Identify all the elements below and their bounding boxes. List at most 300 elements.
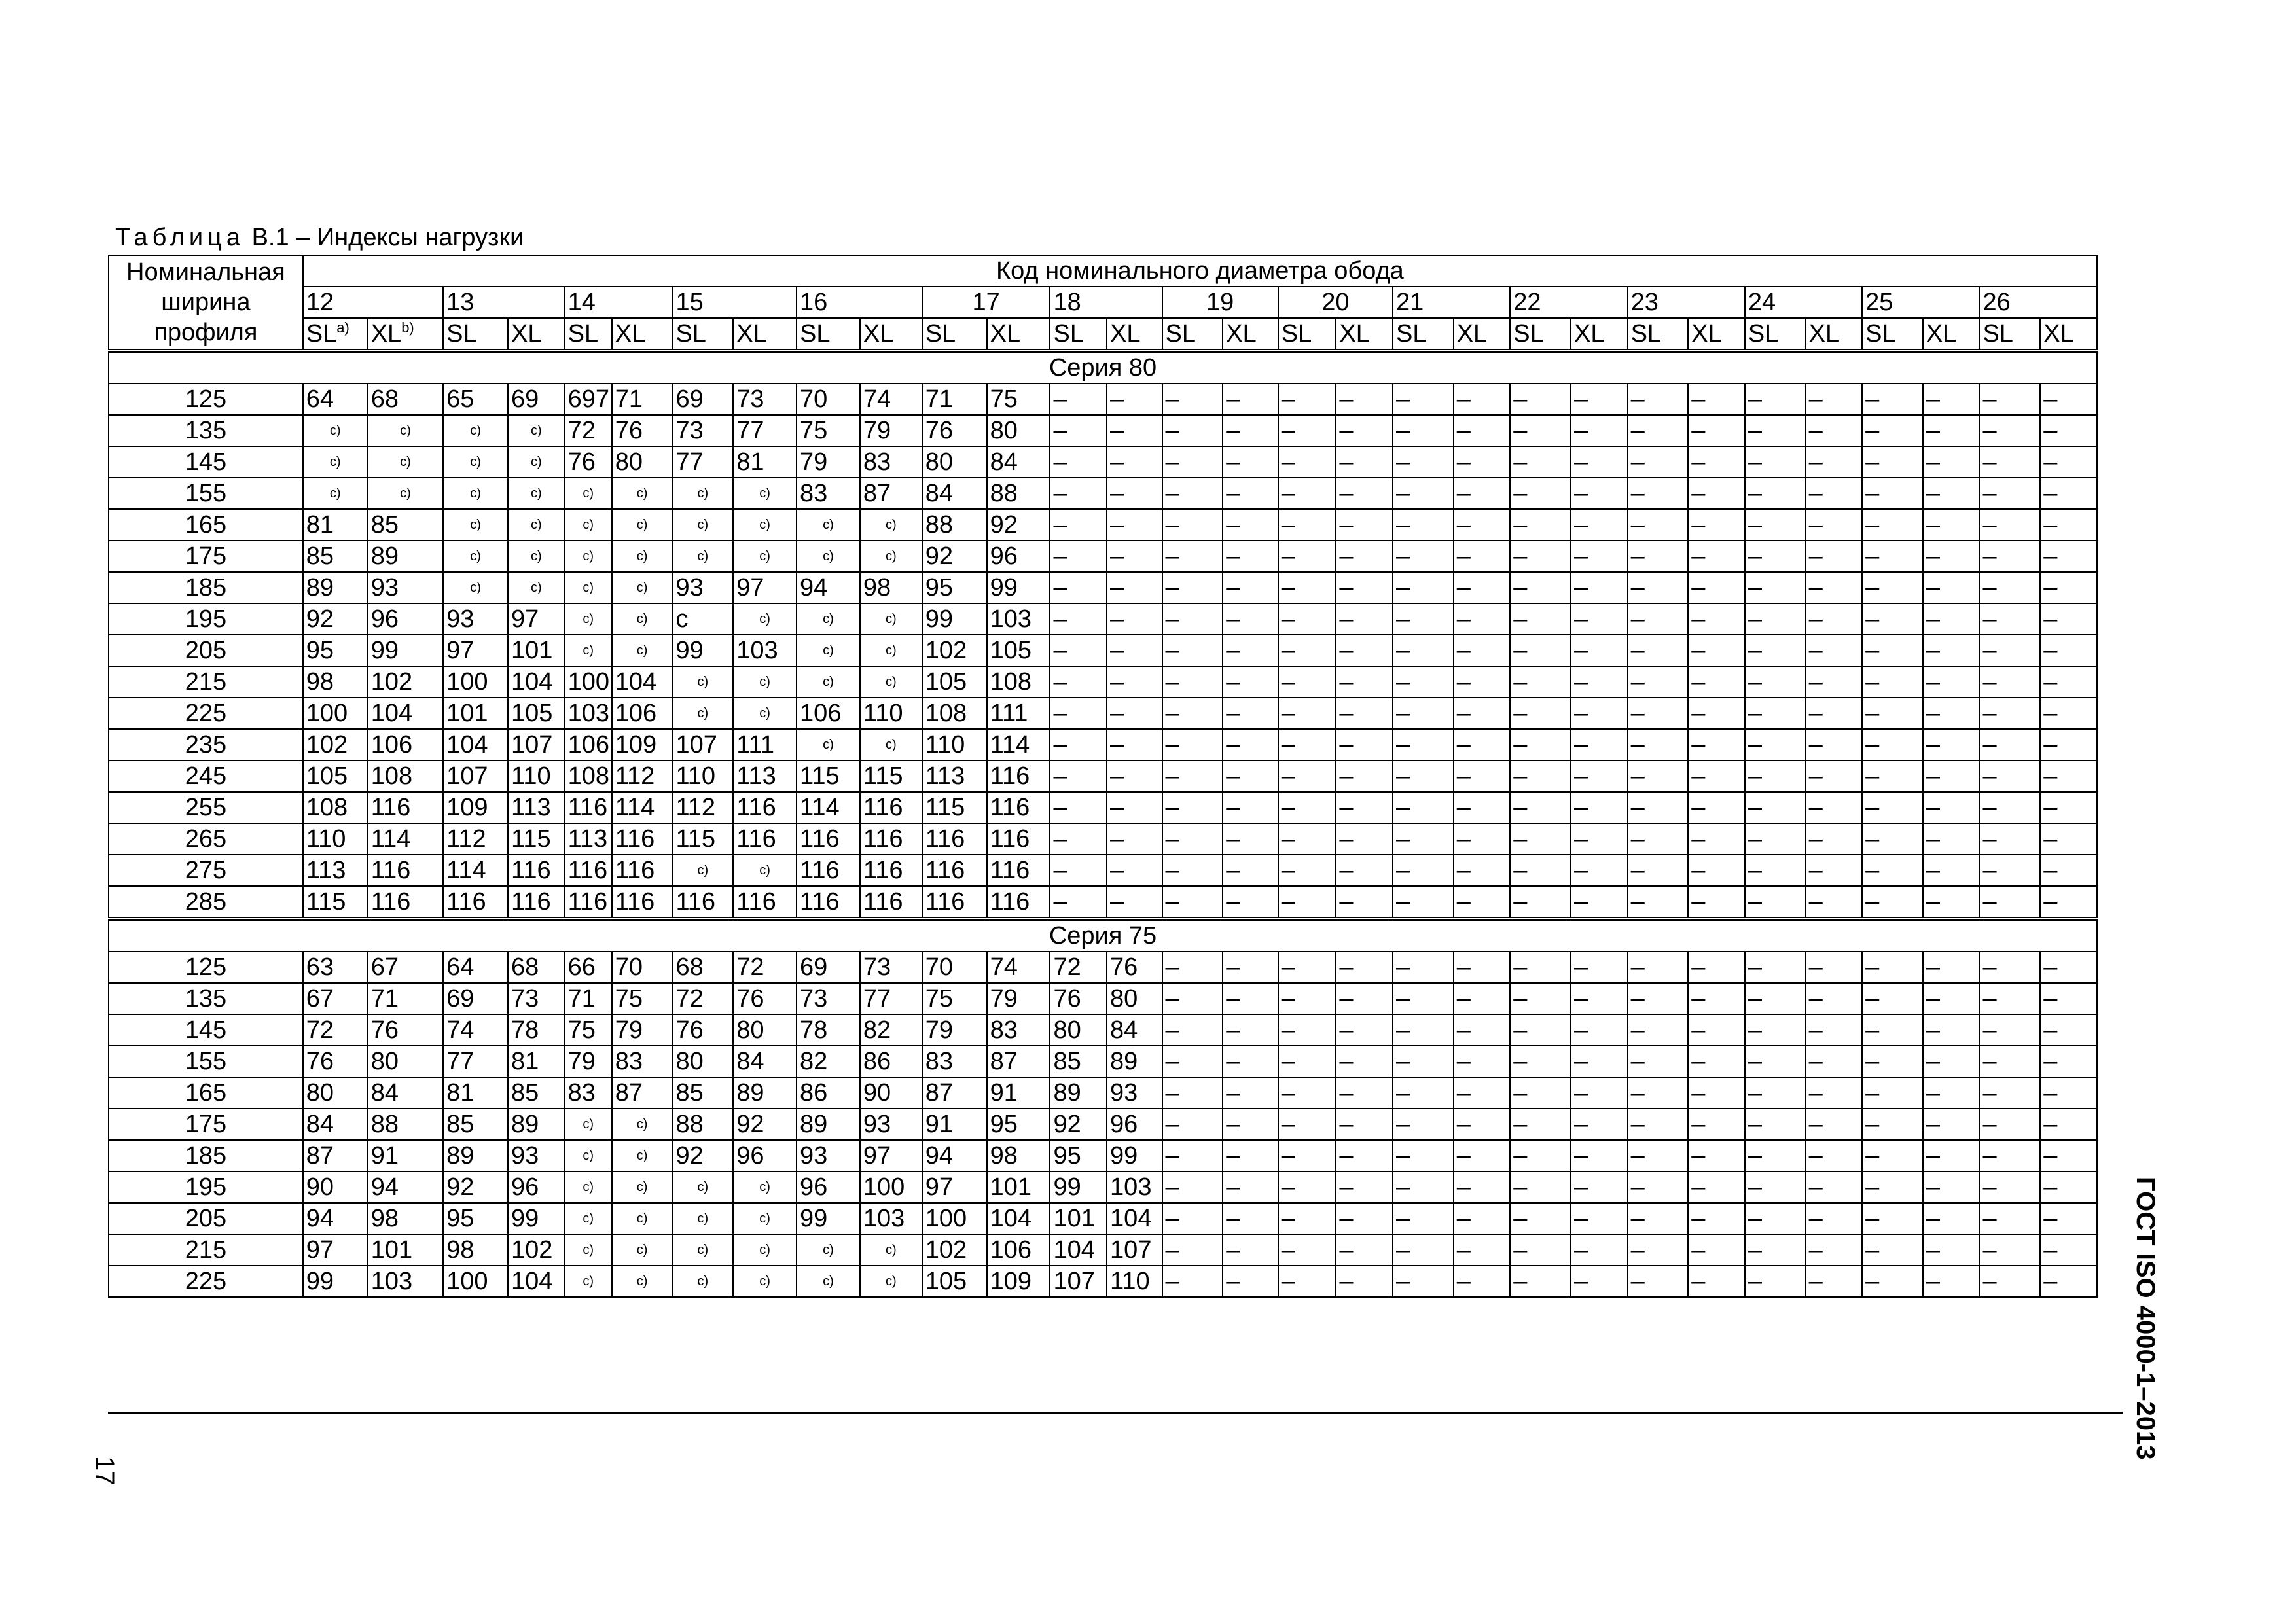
dash-cell: –	[1923, 1266, 1980, 1297]
dash-cell: –	[2040, 760, 2097, 792]
dash-cell: –	[1979, 572, 2040, 603]
width-column-header: Номинальная ширина профиля	[109, 255, 303, 351]
sl-label: SL	[1748, 320, 1779, 348]
value-cell: 99	[797, 1203, 860, 1234]
dash-cell: –	[1278, 1266, 1336, 1297]
value-cell: 106	[797, 698, 860, 729]
dash-cell: –	[1454, 886, 1511, 919]
dash-cell: –	[1050, 855, 1107, 886]
footnote-cell: c)	[860, 729, 922, 760]
value-cell: 78	[797, 1014, 860, 1046]
dash-cell: –	[1393, 1171, 1454, 1203]
dash-cell: –	[1862, 886, 1923, 919]
dash-cell: –	[1571, 1203, 1628, 1234]
footnote-cell: c)	[860, 541, 922, 572]
width-cell: 195	[109, 603, 303, 635]
dash-cell: –	[1278, 698, 1336, 729]
value-cell: 116	[508, 886, 565, 919]
dash-cell: –	[1862, 952, 1923, 983]
dash-cell: –	[1510, 952, 1571, 983]
value-cell: 89	[1050, 1077, 1107, 1109]
footnote-cell: c)	[508, 478, 565, 509]
footnote-cell: c)	[443, 509, 508, 541]
dash-cell: –	[1162, 983, 1223, 1014]
dash-cell: –	[1628, 792, 1689, 823]
dash-cell: –	[1454, 1014, 1511, 1046]
value-cell: 72	[565, 415, 612, 446]
width-cell: 235	[109, 729, 303, 760]
dash-cell: –	[1050, 823, 1107, 855]
dash-cell: –	[2040, 1109, 2097, 1140]
footnote-cell: c)	[368, 478, 443, 509]
dash-cell: –	[1688, 1046, 1745, 1077]
caption-label: Таблица	[115, 224, 245, 251]
value-cell: 85	[508, 1077, 565, 1109]
dash-cell: –	[1107, 383, 1162, 415]
dash-cell: –	[1745, 415, 1806, 446]
value-cell: 71	[565, 983, 612, 1014]
value-cell: 97	[508, 603, 565, 635]
footnote-cell: c)	[565, 572, 612, 603]
dash-cell: –	[1806, 603, 1863, 635]
value-cell: 116	[922, 823, 987, 855]
sl-label: SL	[1395, 320, 1427, 348]
value-cell: 64	[303, 383, 368, 415]
value-cell: 102	[922, 1234, 987, 1266]
footnote-cell: c)	[797, 603, 860, 635]
dash-cell: –	[1806, 855, 1863, 886]
footnote-cell: c)	[797, 1234, 860, 1266]
dash-cell: –	[1806, 729, 1863, 760]
value-cell: 97	[922, 1171, 987, 1203]
dash-cell: –	[1628, 1109, 1689, 1140]
dash-cell: –	[1223, 1077, 1278, 1109]
footnote-cell: c)	[303, 446, 368, 478]
dash-cell: –	[1336, 603, 1393, 635]
value-cell: 116	[987, 760, 1050, 792]
value-cell: 74	[443, 1014, 508, 1046]
sl-label: SL	[800, 320, 831, 348]
dash-cell: –	[2040, 415, 2097, 446]
dash-cell: –	[1162, 729, 1223, 760]
dash-cell: –	[1862, 1140, 1923, 1171]
dash-cell: –	[1454, 635, 1511, 666]
dash-cell: –	[1806, 1014, 1863, 1046]
dash-cell: –	[1336, 1266, 1393, 1297]
table-row	[109, 415, 2097, 446]
footnote-cell: c)	[303, 415, 368, 446]
dash-cell: –	[1278, 1109, 1336, 1140]
value-cell: 104	[612, 666, 673, 698]
width-cell: 215	[109, 666, 303, 698]
dash-cell: –	[1278, 603, 1336, 635]
dash-cell: –	[1393, 1014, 1454, 1046]
dash-cell: –	[2040, 1077, 2097, 1109]
dash-cell: –	[1278, 1046, 1336, 1077]
width-cell: 165	[109, 1077, 303, 1109]
table-row	[109, 383, 2097, 415]
value-cell: 102	[368, 666, 443, 698]
footnote-cell: c)	[612, 603, 673, 635]
value-cell: 95	[1050, 1140, 1107, 1171]
dash-cell: –	[1278, 983, 1336, 1014]
value-cell: 109	[443, 792, 508, 823]
value-cell: 115	[508, 823, 565, 855]
value-cell: 80	[672, 1046, 733, 1077]
dash-cell: –	[1628, 1171, 1689, 1203]
dash-cell: –	[1571, 666, 1628, 698]
xl-label: XL	[1574, 320, 1605, 348]
dash-cell: –	[1278, 666, 1336, 698]
dash-cell: –	[1278, 635, 1336, 666]
footnote-cell: c)	[672, 1203, 733, 1234]
value-cell: 99	[987, 572, 1050, 603]
dash-cell: –	[1336, 1171, 1393, 1203]
value-cell: 82	[797, 1046, 860, 1077]
dash-cell: –	[1628, 952, 1689, 983]
value-cell: 73	[733, 383, 797, 415]
dash-cell: –	[1162, 1234, 1223, 1266]
sl-label: SL	[1165, 320, 1196, 348]
dash-cell: –	[1571, 383, 1628, 415]
dash-cell: –	[1979, 1266, 2040, 1297]
dash-cell: –	[1454, 1140, 1511, 1171]
dash-cell: –	[1107, 666, 1162, 698]
value-cell: 116	[368, 855, 443, 886]
dash-cell: –	[1223, 823, 1278, 855]
rim-code: 24	[1745, 287, 1862, 318]
dash-cell: –	[1806, 666, 1863, 698]
dash-cell: –	[1862, 1109, 1923, 1140]
dash-cell: –	[1806, 1234, 1863, 1266]
xl-header	[612, 318, 673, 351]
dash-cell: –	[2040, 572, 2097, 603]
dash-cell: –	[1979, 729, 2040, 760]
value-cell: 84	[733, 1046, 797, 1077]
table-row	[109, 792, 2097, 823]
dash-cell: –	[1862, 446, 1923, 478]
dash-cell: –	[1107, 415, 1162, 446]
dash-cell: –	[2040, 792, 2097, 823]
dash-cell: –	[1393, 1077, 1454, 1109]
table-row	[109, 823, 2097, 855]
value-cell: 83	[860, 446, 922, 478]
dash-cell: –	[1107, 823, 1162, 855]
dash-cell: –	[1979, 1171, 2040, 1203]
value-cell: 100	[565, 666, 612, 698]
dash-cell: –	[1923, 446, 1980, 478]
value-cell: 70	[612, 952, 673, 983]
table-row	[109, 1171, 2097, 1203]
value-cell: 76	[733, 983, 797, 1014]
dash-cell: –	[1162, 478, 1223, 509]
sl-label: SL	[567, 320, 599, 348]
dash-cell: –	[1393, 1109, 1454, 1140]
value-cell: 83	[797, 478, 860, 509]
dash-cell: –	[1923, 855, 1980, 886]
value-cell: 100	[303, 698, 368, 729]
dash-cell: –	[1628, 1140, 1689, 1171]
rim-code: 17	[922, 287, 1050, 318]
value-cell: 108	[987, 666, 1050, 698]
value-cell: 67	[303, 983, 368, 1014]
value-cell: 74	[987, 952, 1050, 983]
dash-cell: –	[1510, 855, 1571, 886]
dash-cell: –	[1336, 760, 1393, 792]
value-cell: 96	[368, 603, 443, 635]
width-cell: 245	[109, 760, 303, 792]
dash-cell: –	[1979, 823, 2040, 855]
dash-cell: –	[1393, 1234, 1454, 1266]
dash-cell: –	[1050, 698, 1107, 729]
footnote-cell: c)	[508, 509, 565, 541]
value-cell: 114	[612, 792, 673, 823]
value-cell: 80	[1107, 983, 1162, 1014]
xl-header	[1107, 318, 1162, 351]
footnote-cell: c)	[733, 1171, 797, 1203]
dash-cell: –	[1393, 541, 1454, 572]
value-cell: 92	[922, 541, 987, 572]
dash-cell: –	[1688, 541, 1745, 572]
value-cell: 113	[922, 760, 987, 792]
footnote-cell: c)	[508, 415, 565, 446]
value-cell: 116	[860, 886, 922, 919]
value-cell: 79	[612, 1014, 673, 1046]
dash-cell: –	[1454, 1234, 1511, 1266]
footnote-cell: c)	[565, 478, 612, 509]
footnote-cell: c)	[612, 478, 673, 509]
value-cell: 94	[797, 572, 860, 603]
dash-cell: –	[1278, 1014, 1336, 1046]
dash-cell: –	[1862, 509, 1923, 541]
dash-cell: –	[1050, 478, 1107, 509]
dash-cell: –	[1923, 509, 1980, 541]
value-cell: 116	[987, 823, 1050, 855]
value-cell: 79	[922, 1014, 987, 1046]
footnote-cell: c)	[565, 1140, 612, 1171]
dash-cell: –	[1278, 729, 1336, 760]
xl-label: XL	[2043, 320, 2074, 348]
dash-cell: –	[1278, 1140, 1336, 1171]
dash-cell: –	[1979, 1014, 2040, 1046]
dash-cell: –	[1979, 666, 2040, 698]
dash-cell: –	[1688, 1234, 1745, 1266]
value-cell: 63	[303, 952, 368, 983]
value-cell: 85	[443, 1109, 508, 1140]
dash-cell: –	[1571, 1014, 1628, 1046]
value-cell: 116	[565, 855, 612, 886]
dash-cell: –	[1393, 383, 1454, 415]
dash-cell: –	[1688, 415, 1745, 446]
table-row	[109, 1266, 2097, 1297]
value-cell: 96	[1107, 1109, 1162, 1140]
value-cell: 112	[672, 792, 733, 823]
value-cell: 116	[987, 855, 1050, 886]
value-cell: 77	[443, 1046, 508, 1077]
caption-text: В.1 – Индексы нагрузки	[251, 224, 524, 251]
table-row	[109, 666, 2097, 698]
footnote-cell: c)	[612, 1266, 673, 1297]
dash-cell: –	[1571, 603, 1628, 635]
series-title: Серия 80	[109, 351, 2097, 383]
value-cell: 83	[612, 1046, 673, 1077]
dash-cell: –	[1571, 983, 1628, 1014]
dash-cell: –	[1510, 603, 1571, 635]
footnote-cell: c)	[612, 572, 673, 603]
dash-cell: –	[1923, 666, 1980, 698]
dash-cell: –	[1510, 983, 1571, 1014]
xl-header	[1571, 318, 1628, 351]
dash-cell: –	[1979, 541, 2040, 572]
dash-cell: –	[1393, 886, 1454, 919]
dash-cell: –	[1393, 478, 1454, 509]
dash-cell: –	[1979, 383, 2040, 415]
dash-cell: –	[1745, 952, 1806, 983]
value-cell: 76	[1050, 983, 1107, 1014]
width-cell: 265	[109, 823, 303, 855]
dash-cell: –	[1162, 1046, 1223, 1077]
dash-cell: –	[2040, 1014, 2097, 1046]
dash-cell: –	[1510, 698, 1571, 729]
dash-cell: –	[1923, 1234, 1980, 1266]
dash-cell: –	[1571, 886, 1628, 919]
dash-cell: –	[1393, 698, 1454, 729]
dash-cell: –	[1107, 603, 1162, 635]
dash-cell: –	[1923, 635, 1980, 666]
footnote-cell: c)	[303, 478, 368, 509]
dash-cell: –	[1050, 603, 1107, 635]
dash-cell: –	[1923, 1077, 1980, 1109]
dash-cell: –	[1806, 383, 1863, 415]
dash-cell: –	[1979, 855, 2040, 886]
dash-cell: –	[1278, 572, 1336, 603]
value-cell: 104	[508, 1266, 565, 1297]
value-cell: 94	[922, 1140, 987, 1171]
dash-cell: –	[1510, 823, 1571, 855]
dash-cell: –	[1107, 478, 1162, 509]
sl-label: SL	[925, 320, 956, 348]
dash-cell: –	[1979, 509, 2040, 541]
dash-cell: –	[1336, 1140, 1393, 1171]
width-cell: 135	[109, 983, 303, 1014]
value-cell: 116	[987, 792, 1050, 823]
dash-cell: –	[2040, 1266, 2097, 1297]
dash-cell: –	[1510, 1109, 1571, 1140]
footnote-cell: c)	[672, 666, 733, 698]
dash-cell: –	[1510, 1171, 1571, 1203]
xl-label: XL	[1110, 320, 1141, 348]
value-cell: 115	[303, 886, 368, 919]
value-cell: 75	[987, 383, 1050, 415]
value-cell: 107	[443, 760, 508, 792]
value-cell: 87	[860, 478, 922, 509]
footnote-cell: c)	[672, 478, 733, 509]
dash-cell: –	[1278, 1171, 1336, 1203]
value-cell: 99	[303, 1266, 368, 1297]
dash-cell: –	[2040, 383, 2097, 415]
footnote-cell: c)	[860, 1234, 922, 1266]
dash-cell: –	[1393, 666, 1454, 698]
xl-label: XL	[1456, 320, 1488, 348]
dash-cell: –	[1454, 823, 1511, 855]
footnote-cell: c)	[443, 541, 508, 572]
sl-label: SL	[675, 320, 706, 348]
dash-cell: –	[1745, 509, 1806, 541]
dash-cell: –	[1050, 572, 1107, 603]
value-cell: 76	[672, 1014, 733, 1046]
footnote-cell: c)	[565, 1234, 612, 1266]
value-cell: 95	[303, 635, 368, 666]
value-cell: 80	[612, 446, 673, 478]
dash-cell: –	[1862, 415, 1923, 446]
value-cell: 81	[303, 509, 368, 541]
xl-header	[987, 318, 1050, 351]
header-row	[109, 255, 2097, 287]
value-cell: 94	[368, 1171, 443, 1203]
value-cell: 71	[612, 383, 673, 415]
dash-cell: –	[1806, 572, 1863, 603]
dash-cell: –	[1393, 823, 1454, 855]
dash-cell: –	[1923, 572, 1980, 603]
value-cell: 110	[1107, 1266, 1162, 1297]
dash-cell: –	[1923, 886, 1980, 919]
rim-code: 13	[443, 287, 564, 318]
width-cell: 145	[109, 446, 303, 478]
value-cell: 100	[860, 1171, 922, 1203]
value-cell: 105	[922, 1266, 987, 1297]
value-cell: 93	[508, 1140, 565, 1171]
dash-cell: –	[1862, 1046, 1923, 1077]
table-row	[109, 1014, 2097, 1046]
sl-header	[1393, 318, 1454, 351]
dash-cell: –	[1107, 541, 1162, 572]
value-cell: 69	[443, 983, 508, 1014]
dash-cell: –	[1393, 635, 1454, 666]
value-cell: 91	[922, 1109, 987, 1140]
value-cell: 116	[565, 792, 612, 823]
value-cell: 110	[672, 760, 733, 792]
dash-cell: –	[1979, 603, 2040, 635]
dash-cell: –	[1979, 1109, 2040, 1140]
footnote-cell: c)	[733, 666, 797, 698]
dash-cell: –	[1393, 952, 1454, 983]
footnote-marker: a)	[336, 319, 350, 336]
value-cell: 102	[303, 729, 368, 760]
xl-label: XL	[1226, 320, 1257, 348]
dash-cell: –	[1745, 446, 1806, 478]
value-cell: 73	[672, 415, 733, 446]
value-cell: 85	[303, 541, 368, 572]
dash-cell: –	[1688, 855, 1745, 886]
dash-cell: –	[1162, 446, 1223, 478]
value-cell: 105	[922, 666, 987, 698]
dash-cell: –	[1223, 509, 1278, 541]
value-cell: 67	[368, 952, 443, 983]
dash-cell: –	[1923, 792, 1980, 823]
value-cell: 103	[565, 698, 612, 729]
dash-cell: –	[1628, 415, 1689, 446]
sl-label: SL	[306, 320, 337, 348]
dash-cell: –	[2040, 509, 2097, 541]
dash-cell: –	[1571, 855, 1628, 886]
dash-cell: –	[1923, 698, 1980, 729]
sl-label: SL	[1513, 320, 1544, 348]
value-cell: 116	[797, 855, 860, 886]
dash-cell: –	[1688, 1203, 1745, 1234]
value-cell: 104	[443, 729, 508, 760]
dash-cell: –	[1688, 572, 1745, 603]
value-cell: 114	[797, 792, 860, 823]
